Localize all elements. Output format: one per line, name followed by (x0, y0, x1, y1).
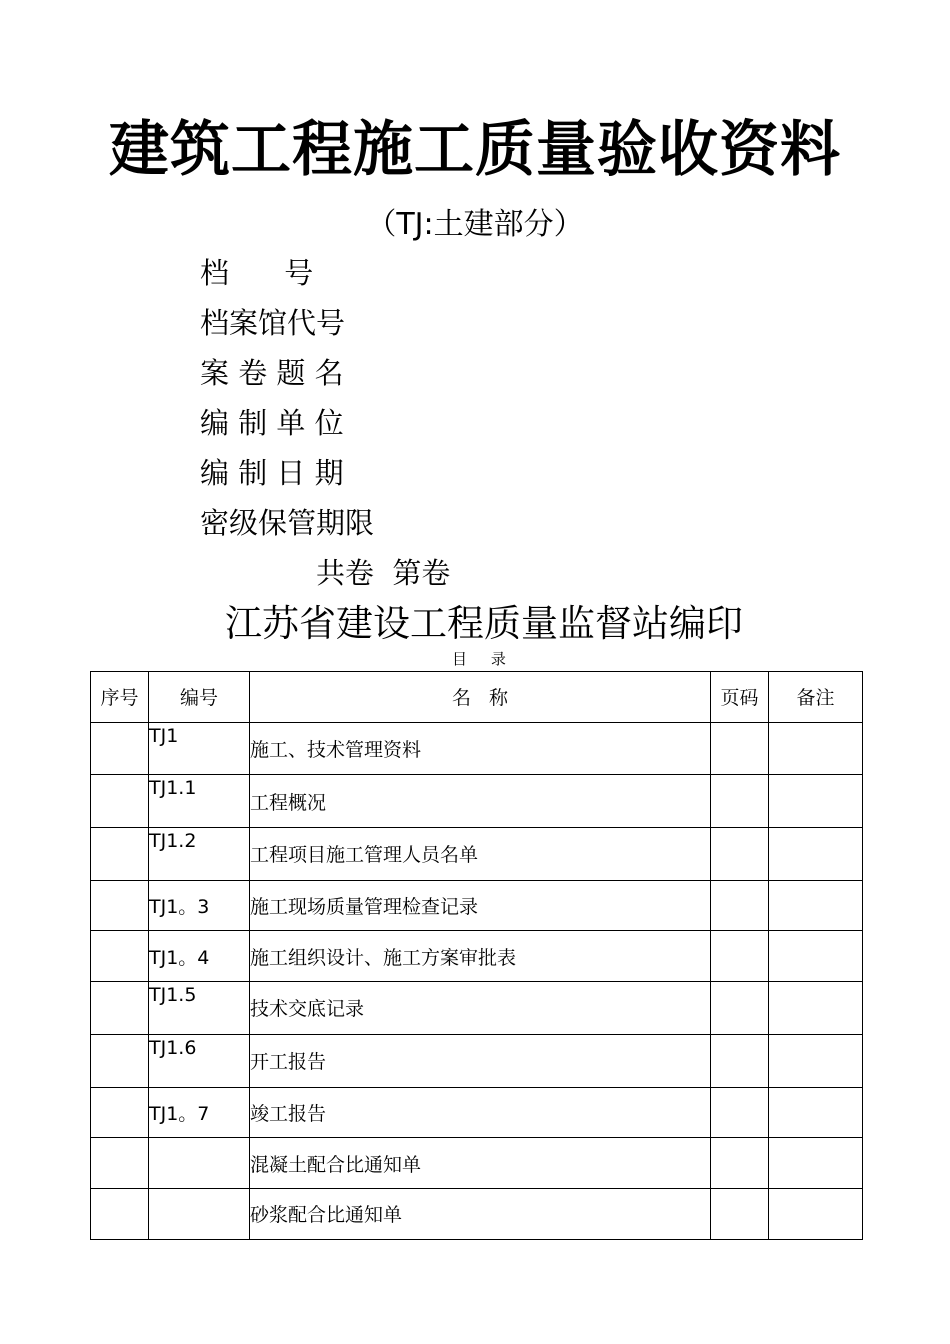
table-row (91, 1188, 863, 1239)
cell-name: 竣工报告 (250, 1087, 711, 1138)
cell-page (711, 775, 769, 828)
cell-page (711, 1188, 769, 1239)
cell-seq (91, 1034, 149, 1087)
publisher: 江苏省建设工程质量监督站编印 (225, 602, 743, 645)
cell-name: 工程概况 (250, 775, 711, 828)
field-compile-date: 编 制 日 期 (200, 456, 344, 490)
cell-page (711, 722, 769, 775)
cell-code: TJ1.2 (149, 828, 250, 881)
cell-note (769, 1034, 863, 1087)
cell-code: TJ1.5 (149, 982, 250, 1035)
field-file-number: 档 号 (200, 256, 314, 290)
field-volume-title: 案 卷 题 名 (200, 356, 344, 390)
cell-code (149, 1188, 250, 1239)
cell-page (711, 931, 769, 982)
cell-page (711, 828, 769, 881)
cell-page (711, 880, 769, 931)
cell-seq (91, 880, 149, 931)
table-row (91, 1034, 863, 1087)
cell-seq (91, 1188, 149, 1239)
cell-code (149, 1138, 250, 1189)
volume-line: 共卷 第卷 (316, 556, 451, 590)
field-compiler-unit: 编 制 单 位 (200, 406, 344, 440)
field-security-retention: 密级保管期限 (200, 506, 375, 540)
cell-code: TJ1。4 (149, 931, 250, 982)
table-row (91, 1138, 863, 1189)
cell-name: 施工现场质量管理检查记录 (250, 880, 711, 931)
cell-note (769, 982, 863, 1035)
cell-name: 技术交底记录 (250, 982, 711, 1035)
cell-note (769, 828, 863, 881)
cell-code: TJ1 (149, 722, 250, 775)
cell-page (711, 1034, 769, 1087)
cell-seq (91, 1138, 149, 1189)
field-archive-code: 档案馆代号 (200, 306, 346, 340)
cell-note (769, 775, 863, 828)
cell-page (711, 982, 769, 1035)
table-row (91, 775, 863, 828)
cell-name: 施工、技术管理资料 (250, 722, 711, 775)
cell-note (769, 1087, 863, 1138)
cell-note (769, 880, 863, 931)
table-row (91, 880, 863, 931)
cell-note (769, 931, 863, 982)
cell-note (769, 722, 863, 775)
cell-seq (91, 722, 149, 775)
cell-seq (91, 1087, 149, 1138)
table-row (91, 828, 863, 881)
cell-name: 砂浆配合比通知单 (250, 1188, 711, 1239)
cell-name: 混凝土配合比通知单 (250, 1138, 711, 1189)
column-header-page: 页码 (711, 672, 769, 723)
cell-seq (91, 931, 149, 982)
table-row (91, 722, 863, 775)
cell-note (769, 1138, 863, 1189)
column-header-note: 备注 (769, 672, 863, 723)
column-header-seq: 序号 (91, 672, 149, 723)
table-row (91, 1087, 863, 1138)
document-subtitle: （TJ:土建部分） (366, 207, 584, 242)
table-row (91, 982, 863, 1035)
cell-name: 工程项目施工管理人员名单 (250, 828, 711, 881)
cell-code: TJ1。7 (149, 1087, 250, 1138)
cell-code: TJ1.1 (149, 775, 250, 828)
column-header-code: 编号 (149, 672, 250, 723)
cell-code: TJ1。3 (149, 880, 250, 931)
cell-code: TJ1.6 (149, 1034, 250, 1087)
cell-seq (91, 982, 149, 1035)
table-row (91, 931, 863, 982)
cell-name: 施工组织设计、施工方案审批表 (250, 931, 711, 982)
cell-seq (91, 775, 149, 828)
cell-seq (91, 828, 149, 881)
column-header-name: 名 称 (250, 672, 711, 723)
cell-page (711, 1087, 769, 1138)
toc-table (90, 671, 863, 1240)
cell-page (711, 1138, 769, 1189)
toc-header-row (91, 672, 863, 723)
cell-note (769, 1188, 863, 1239)
document-title: 建筑工程施工质量验收资料 (109, 115, 841, 185)
toc-heading: 目 录 (452, 650, 506, 668)
cell-name: 开工报告 (250, 1034, 711, 1087)
